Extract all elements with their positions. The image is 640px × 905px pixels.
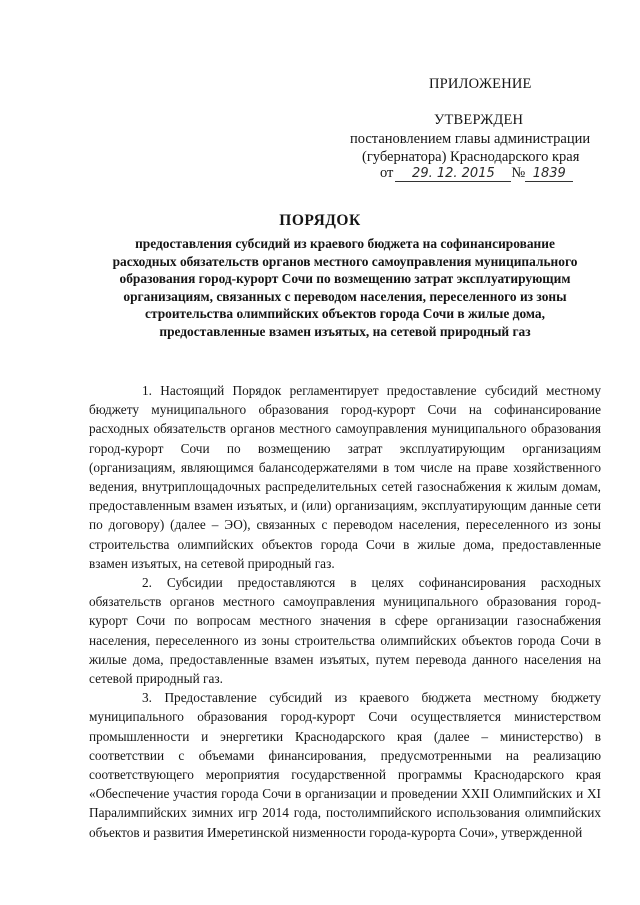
governor-line: (губернатора) Краснодарского края xyxy=(362,149,580,165)
approved-label: УТВЕРЖДЕН xyxy=(434,112,524,128)
paragraph-3: 3. Предоставление субсидий из краевого бюджета местному бюджету муниципального образования город-курорт Сочи осуществляется министерством промышленности и энергетики Краснодарского края (далее – министерство) в соответствии с объемами финансирования, предусмотренными на реализацию соответствующего мероприятия государственной программы Краснодарского края «Обеспечение участия города Сочи в организации и проведении XXII Олимпийских и XI Паралимпийских зимних игр 2014 года, постолимпийского использования олимпийских объектов и развития Имеретинской низменности города-курорта Сочи», утвержденной xyxy=(89,690,601,840)
resolution-line: постановлением главы администрации xyxy=(350,131,591,147)
document-subtitle: предоставления субсидий из краевого бюджета на софинансирование расходных обязательств органов местного самоуправления муниципального образования город-курорт Сочи по возмещению затрат эксплуатирующим организациям, связанных с переводом населения, переселенного из зоны строительства олимпийских объектов города Сочи в жилые дома, предоставленные взамен изъятых, на сетевой природный газ xyxy=(112,236,578,339)
paragraph-1: 1. Настоящий Порядок регламентирует предоставление субсидий местному бюджету муниципального образования город-курорт Сочи на софинансирование расходных обязательств органов местного самоуправления муниципального образования город-курорт Сочи по возмещению затрат эксплуатирующим организациям (организациям, являющимся балансодержателями в том числе на праве хозяйственного ведения, внутриплощадочных распределительных сетей газоснабжения к жилым домам, предоставленным взамен изъятых, и (или) организациям, эксплуатирующим данные сети по договору) (далее – ЭО), связанных с переводом населения, переселенного из зоны строительства олимпийских объектов города Сочи в жилые дома, предоставленные взамен изъятых, на сетевой природный газ. xyxy=(89,383,601,571)
date-prefix: от xyxy=(380,165,394,181)
handwritten-date: 29. 12. 2015 xyxy=(395,166,511,182)
date-line xyxy=(380,165,573,182)
document-title: ПОРЯДОК xyxy=(279,212,361,229)
number-sign: № xyxy=(511,165,526,181)
appendix-label: ПРИЛОЖЕНИЕ xyxy=(429,76,532,92)
paragraph-2: 2. Субсидии предоставляются в целях софинансирования расходных обязательств органов местного самоуправления муниципального образования город-курорт Сочи по вопросам местного значения в сфере организации газоснабжения населения, переселенного из зоны строительства олимпийских объектов города Сочи в жилые дома, предоставленные взамен изъятых, путем перевода данного населения на сетевой природный газ. xyxy=(89,575,601,687)
document-body xyxy=(89,381,601,842)
handwritten-number: 1839 xyxy=(525,166,573,182)
